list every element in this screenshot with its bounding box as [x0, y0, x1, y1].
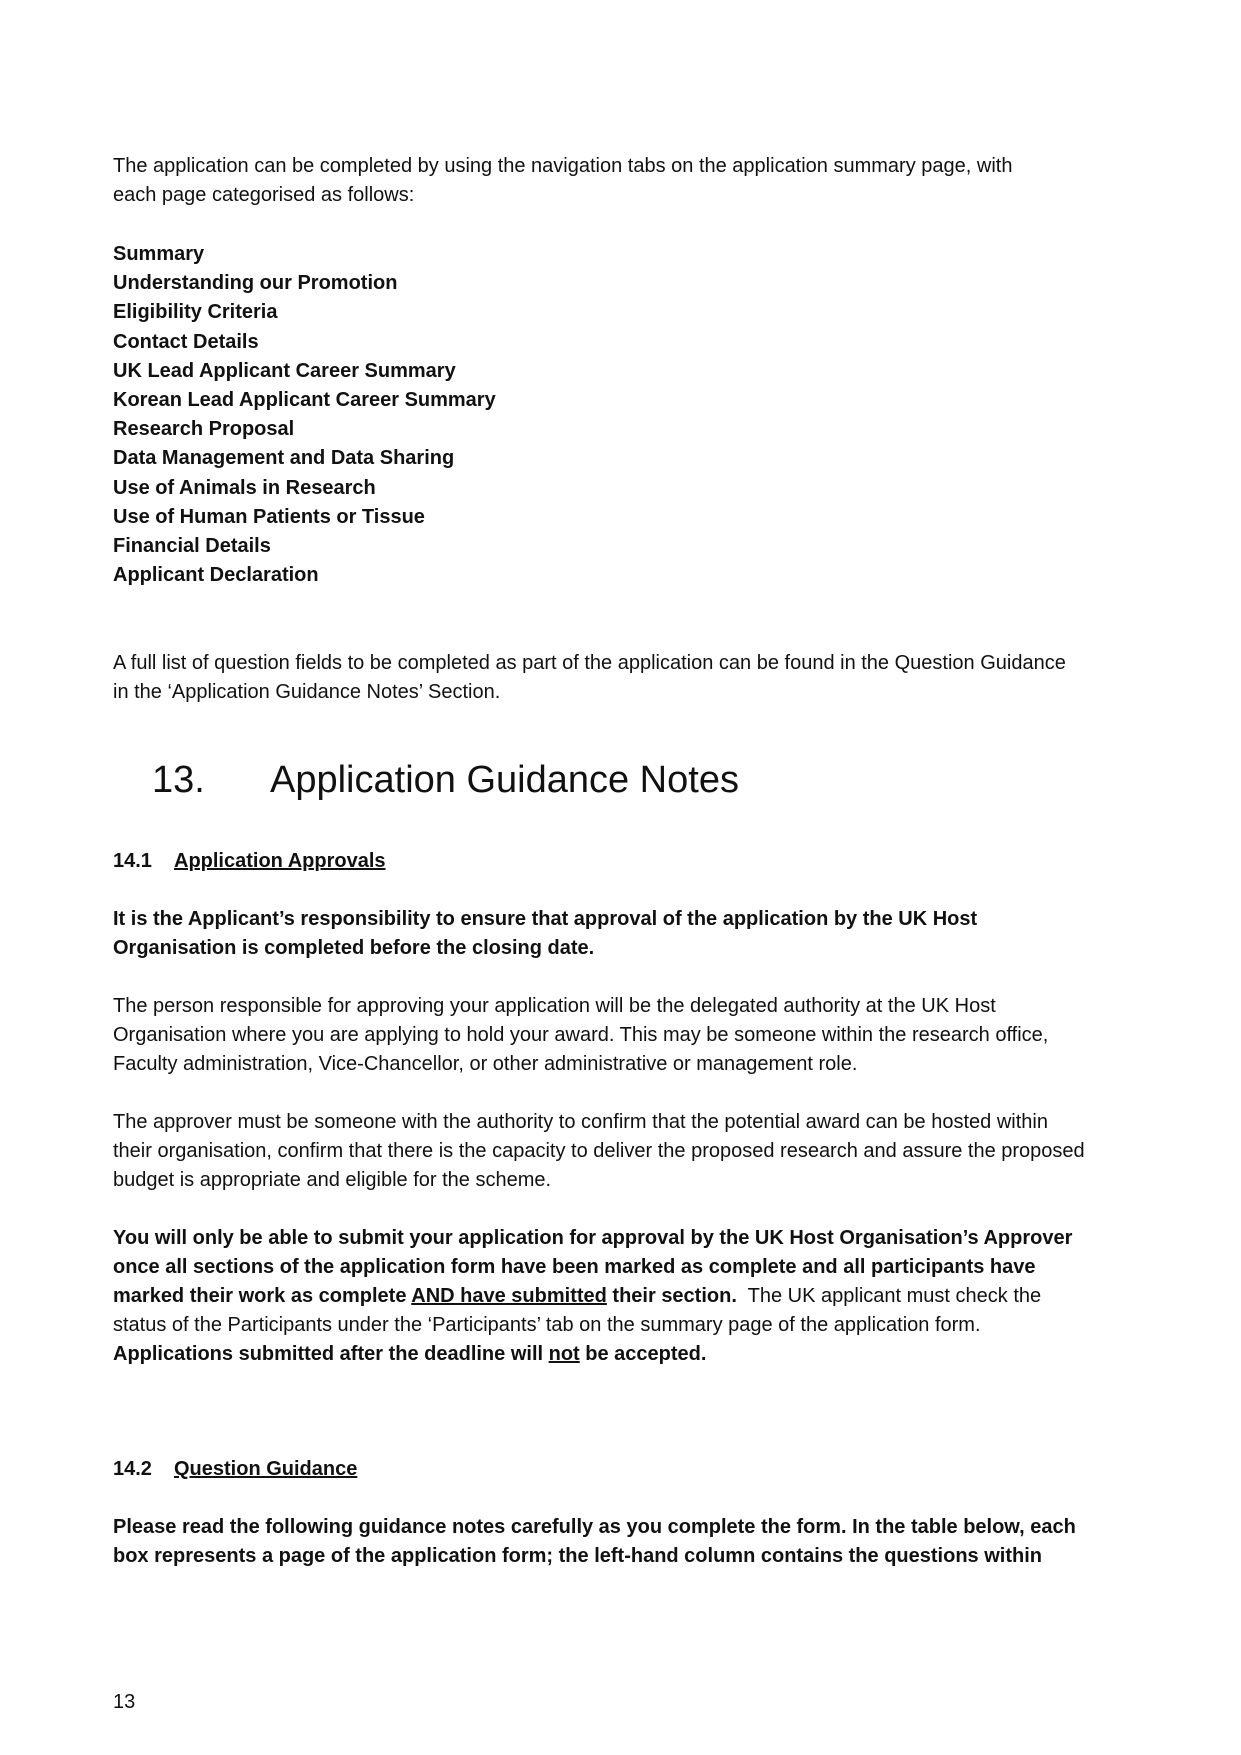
- text-line: budget is appropriate and eligible for the scheme.: [113, 1169, 552, 1191]
- emphasis-text: not: [548, 1343, 580, 1365]
- section-14-2-heading: [113, 1455, 357, 1484]
- text-line: The approver must be someone with the authority to confirm that the potential award can be hosted within: [113, 1111, 1048, 1133]
- list-item: Contact Details: [113, 330, 259, 353]
- section-13-heading: [152, 757, 739, 803]
- text-line: Faculty administration, Vice-Chancellor, or other administrative or management role.: [113, 1053, 858, 1075]
- text-line: their section.: [606, 1285, 737, 1307]
- submission-paragraph: [113, 1224, 1143, 1369]
- text-line: Organisation where you are applying to hold your award. This may be someone within the research office,: [113, 1024, 1049, 1046]
- section-14-2-number: 14.2: [113, 1458, 152, 1480]
- section-13-number: 13.: [152, 759, 205, 801]
- full-list-paragraph: [113, 649, 1143, 707]
- page-number: 13: [113, 1691, 136, 1713]
- section-13-title: Application Guidance Notes: [270, 759, 739, 801]
- list-item: Korean Lead Applicant Career Summary: [113, 389, 496, 412]
- text-line: It is the Applicant’s responsibility to ensure that approval of the application by the UK Host: [113, 908, 978, 930]
- text-line: You will only be able to submit your application for approval by the UK Host Organisation’s Approver: [113, 1227, 1073, 1249]
- question-guidance-paragraph: [113, 1513, 1143, 1571]
- list-item: Use of Human Patients or Tissue: [113, 505, 425, 528]
- text-line: box represents a page of the application form; the left-hand column contains the questions within: [113, 1545, 1042, 1567]
- text-line: Applications submitted after the deadline will: [113, 1343, 549, 1365]
- approval-responsibility-paragraph: [113, 905, 1143, 963]
- list-item: Financial Details: [113, 535, 271, 558]
- list-item: Summary: [113, 243, 205, 265]
- text-line: Please read the following guidance notes carefully as you complete the form. In the table below, each: [113, 1516, 1076, 1538]
- section-14-1-number: 14.1: [113, 850, 152, 872]
- intro-line-1: The application can be completed by using the navigation tabs on the application summary page, with: [113, 155, 1013, 177]
- intro-paragraph: [113, 152, 1143, 210]
- list-item: Data Management and Data Sharing: [113, 447, 455, 470]
- emphasis-text: AND have submitted: [411, 1285, 607, 1307]
- text-line: The UK applicant must check the: [736, 1285, 1042, 1307]
- text-line: marked their work as complete: [113, 1285, 412, 1307]
- text-line: Organisation is completed before the closing date.: [113, 937, 595, 959]
- list-item: Use of Animals in Research: [113, 476, 376, 499]
- text-line: once all sections of the application form have been marked as complete and all participants have: [113, 1256, 1036, 1278]
- application-pages-list: [113, 240, 496, 590]
- section-14-2-title: Question Guidance: [174, 1458, 358, 1480]
- section-14-1-title: Application Approvals: [174, 850, 386, 872]
- text-line: The person responsible for approving your application will be the delegated authority at the UK Host: [113, 995, 996, 1017]
- list-item: Understanding our Promotion: [113, 272, 398, 295]
- list-item: Research Proposal: [113, 418, 295, 441]
- intro-line-2: each page categorised as follows:: [113, 184, 415, 206]
- section-14-1-heading: [113, 847, 386, 876]
- list-item: Eligibility Criteria: [113, 301, 278, 324]
- approver-person-paragraph: [113, 992, 1143, 1079]
- list-item: UK Lead Applicant Career Summary: [113, 359, 456, 382]
- list-item: Applicant Declaration: [113, 564, 319, 587]
- text-line: be accepted.: [579, 1343, 707, 1365]
- text-line: their organisation, confirm that there is the capacity to deliver the proposed research and assure the proposed: [113, 1140, 1085, 1162]
- approver-authority-paragraph: [113, 1108, 1143, 1195]
- full-list-line-2: in the ‘Application Guidance Notes’ Section.: [113, 681, 501, 703]
- text-line: status of the Participants under the ‘Participants’ tab on the summary page of the application form.: [113, 1314, 981, 1336]
- full-list-line-1: A full list of question fields to be completed as part of the application can be found in the Question Guidance: [113, 652, 1066, 674]
